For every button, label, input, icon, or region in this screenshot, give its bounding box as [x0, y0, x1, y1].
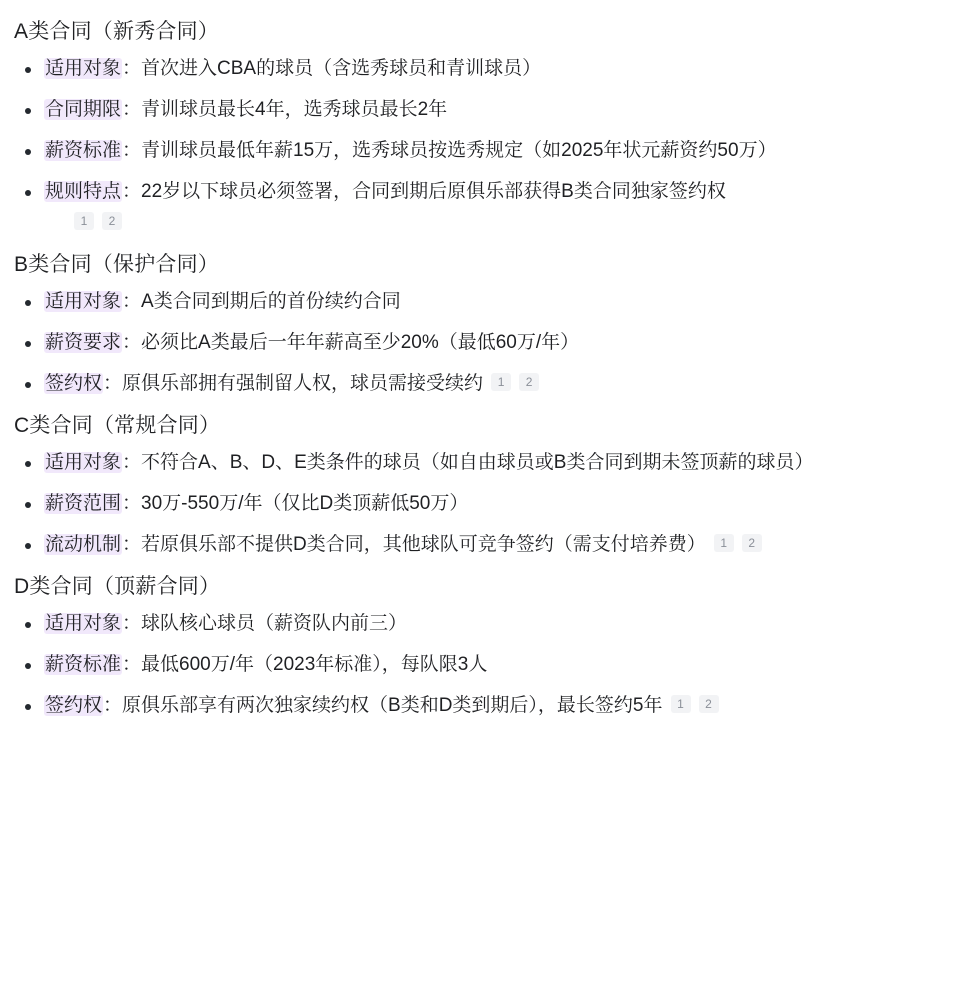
item-text: 若原俱乐部不提供D类合同，其他球队可竞争签约（需支付培养费）	[141, 534, 706, 555]
item-label: 流动机制	[45, 534, 122, 555]
item-text: 球队核心球员（薪资队内前三）	[141, 613, 408, 634]
reference-group	[663, 695, 719, 716]
citation-ref[interactable]: 2	[742, 534, 762, 552]
item-label: 合同期限	[45, 99, 122, 120]
item-text: 青训球员最低年薪15万，选秀球员按选秀规定（如2025年状元薪资约50万）	[141, 140, 777, 161]
bullet-list	[14, 607, 946, 722]
list-item	[14, 52, 946, 85]
item-text: 必须比A类最后一年年薪高至少20%（最低60万/年）	[141, 332, 580, 353]
section-heading: A类合同（新秀合同）	[14, 20, 220, 43]
list-item	[14, 326, 946, 359]
citation-ref[interactable]: 1	[714, 534, 734, 552]
label-separator: ：	[103, 373, 123, 394]
contract-section	[14, 569, 946, 722]
citation-ref[interactable]: 2	[699, 695, 719, 713]
section-heading: D类合同（顶薪合同）	[14, 575, 221, 598]
item-label: 薪资范围	[45, 493, 122, 514]
citation-ref[interactable]: 2	[102, 212, 122, 230]
label-separator: ：	[122, 140, 142, 161]
item-text: 青训球员最长4年，选秀球员最长2年	[141, 99, 448, 120]
reference-group	[44, 206, 946, 239]
list-item	[14, 528, 946, 561]
item-label: 签约权	[45, 695, 103, 716]
citation-ref[interactable]: 1	[671, 695, 691, 713]
list-item	[14, 367, 946, 400]
label-separator: ：	[103, 695, 123, 716]
list-item	[14, 93, 946, 126]
item-label: 适用对象	[45, 613, 122, 634]
list-item	[14, 175, 946, 239]
item-text: 最低600万/年（2023年标准），每队限3人	[141, 654, 488, 675]
section-heading: B类合同（保护合同）	[14, 253, 220, 276]
bullet-list	[14, 446, 946, 561]
label-separator: ：	[122, 654, 142, 675]
list-item	[14, 134, 946, 167]
list-item	[14, 648, 946, 681]
contract-section	[14, 408, 946, 561]
bullet-list	[14, 52, 946, 239]
list-item	[14, 607, 946, 640]
label-separator: ：	[122, 291, 142, 312]
item-label: 适用对象	[45, 291, 122, 312]
item-label: 薪资标准	[45, 654, 122, 675]
item-label: 薪资标准	[45, 140, 122, 161]
label-separator: ：	[122, 332, 142, 353]
item-text: A类合同到期后的首份续约合同	[141, 291, 401, 312]
label-separator: ：	[122, 534, 142, 555]
item-label: 签约权	[45, 373, 103, 394]
section-heading: C类合同（常规合同）	[14, 414, 221, 437]
reference-group	[483, 373, 539, 394]
label-separator: ：	[122, 452, 142, 473]
contract-section	[14, 14, 946, 239]
citation-ref[interactable]: 1	[74, 212, 94, 230]
label-separator: ：	[122, 99, 142, 120]
item-label: 薪资要求	[45, 332, 122, 353]
bullet-list	[14, 285, 946, 400]
item-text: 原俱乐部拥有强制留人权，球员需接受续约	[122, 373, 484, 394]
list-item	[14, 285, 946, 318]
reference-group	[706, 534, 762, 555]
sections-container	[14, 14, 946, 722]
label-separator: ：	[122, 181, 142, 202]
item-label: 规则特点	[45, 181, 122, 202]
item-text: 首次进入CBA的球员（含选秀球员和青训球员）	[141, 58, 542, 79]
item-text: 30万-550万/年（仅比D类顶薪低50万）	[141, 493, 469, 514]
label-separator: ：	[122, 613, 142, 634]
label-separator: ：	[122, 493, 142, 514]
label-separator: ：	[122, 58, 142, 79]
list-item	[14, 487, 946, 520]
item-label: 适用对象	[45, 452, 122, 473]
citation-ref[interactable]: 2	[519, 373, 539, 391]
contract-section	[14, 247, 946, 400]
item-label: 适用对象	[45, 58, 122, 79]
citation-ref[interactable]: 1	[491, 373, 511, 391]
list-item	[14, 689, 946, 722]
item-text: 不符合A、B、D、E类条件的球员（如自由球员或B类合同到期未签顶薪的球员）	[141, 452, 814, 473]
item-text: 原俱乐部享有两次独家续约权（B类和D类到期后），最长签约5年	[122, 695, 663, 716]
list-item	[14, 446, 946, 479]
item-text: 22岁以下球员必须签署，合同到期后原俱乐部获得B类合同独家签约权	[141, 181, 726, 202]
